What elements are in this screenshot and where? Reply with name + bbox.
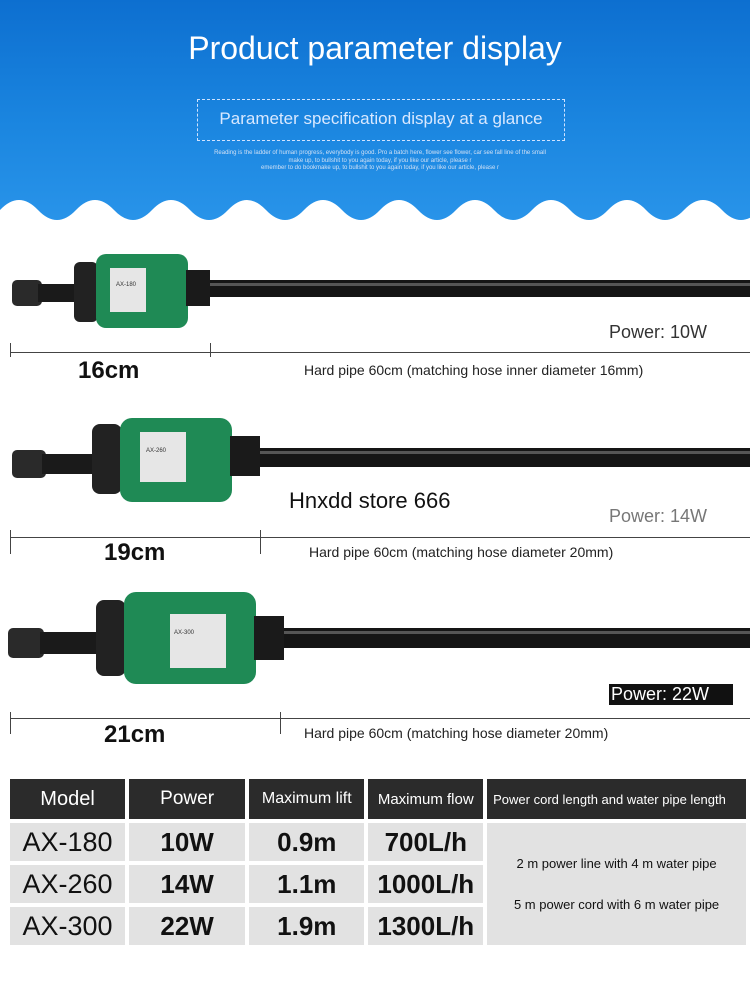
measure-tick (210, 343, 211, 357)
cell-flow: 700L/h (368, 823, 483, 861)
cell-model: AX-260 (10, 865, 125, 903)
pump-length-label: 19cm (104, 539, 166, 566)
header-power: Power (129, 779, 245, 819)
cell-lift: 0.9m (249, 823, 364, 861)
cell-flow: 1000L/h (368, 865, 483, 903)
cell-power: 14W (129, 865, 245, 903)
pump-length-label: 21cm (104, 721, 166, 748)
cell-lift: 1.9m (249, 907, 364, 945)
measure-tick (10, 343, 11, 357)
pump-length-label: 16cm (78, 357, 140, 384)
cell-cord-length (487, 823, 746, 945)
fine-print-line: emember to do bookmake up, to bullshit to you again today, if you like our article, please r (260, 165, 500, 171)
cell-lift: 1.1m (249, 865, 364, 903)
cell-model: AX-300 (10, 907, 125, 945)
wave-divider (0, 180, 750, 240)
power-tag: Power: 22W (609, 684, 733, 705)
page-subtitle: Parameter specification display at a glance (219, 109, 543, 128)
measure-line (10, 537, 750, 538)
header-max-flow: Maximum flow (368, 779, 483, 819)
pipe-spec-label: Hard pipe 60cm (matching hose diameter 20mm) (304, 725, 609, 741)
cell-power: 22W (129, 907, 245, 945)
cell-flow: 1300L/h (368, 907, 483, 945)
measure-tick (10, 712, 11, 734)
cord-option: 2 m power line with 4 m water pipe (516, 856, 717, 871)
pump-model-badge: AX-300 (174, 630, 195, 636)
pipe-spec-label: Hard pipe 60cm (matching hose inner diameter 16mm) (304, 362, 644, 378)
fine-print-line: make up, to bullshit to you again today, if you like our article, please r (288, 158, 472, 164)
pump-model-badge: AX-180 (116, 282, 137, 288)
pump-image-ax180 (0, 250, 750, 330)
spec-table (6, 775, 750, 949)
page-title: Product parameter display (188, 30, 562, 66)
table-row (10, 823, 746, 861)
table-header-row (10, 779, 746, 819)
power-tag: Power: 10W (609, 322, 708, 342)
cord-option: 5 m power cord with 6 m water pipe (513, 897, 720, 912)
pipe-spec-label: Hard pipe 60cm (matching hose diameter 20mm) (309, 544, 614, 560)
measure-tick (280, 712, 281, 734)
header-model: Model (10, 779, 125, 819)
pump-model-badge: AX-260 (146, 448, 167, 454)
measure-tick (260, 530, 261, 554)
cell-power: 10W (129, 823, 245, 861)
power-tag: Power: 14W (609, 506, 708, 526)
pump-image-ax300 (0, 588, 750, 688)
watermark: Hnxdd store 666 (289, 488, 451, 513)
cell-model: AX-180 (10, 823, 125, 861)
fine-print-line: Reading is the ladder of human progress, everybody is good. Pro a batch here, flower see flower, car see fall line of the small (214, 150, 546, 156)
measure-line (10, 718, 750, 719)
header-max-lift: Maximum lift (249, 779, 364, 819)
header-cord-length: Power cord length and water pipe length (487, 779, 746, 819)
measure-tick (10, 530, 11, 554)
measure-line (10, 352, 750, 353)
